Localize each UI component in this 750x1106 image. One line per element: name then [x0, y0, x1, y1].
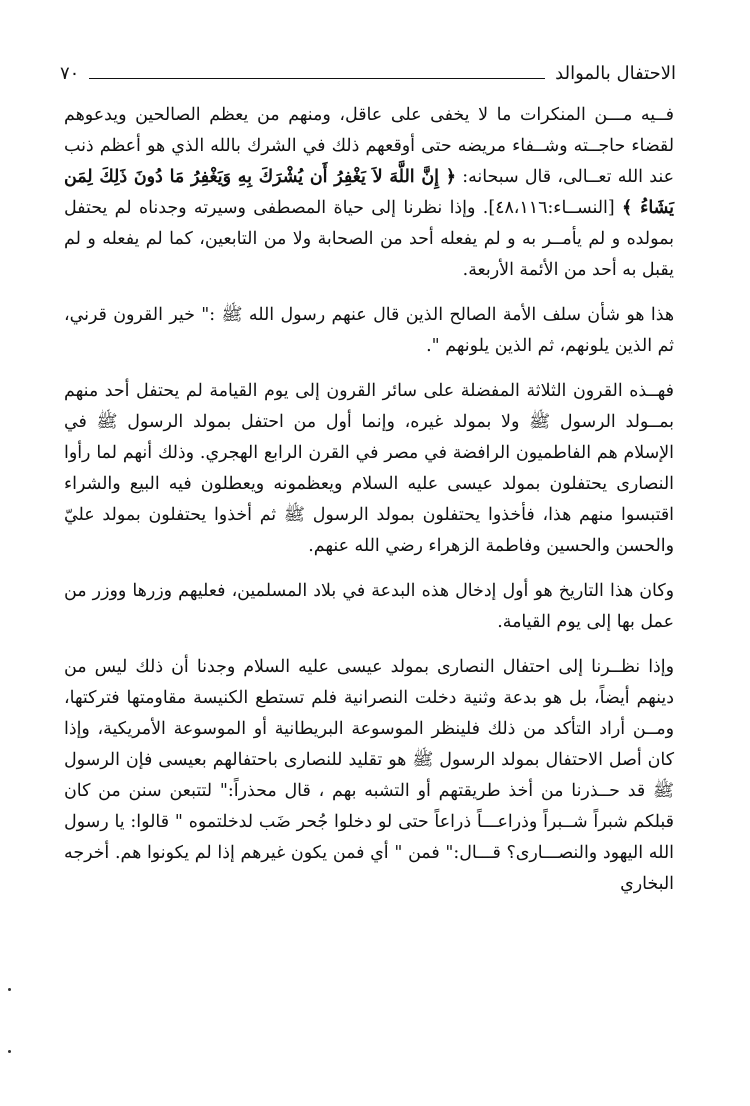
paragraph-2: هذا هو شأن سلف الأمة الصالح الذين قال عنهم رسول الله ﷺ :" خير القرون قرني، ثم الذين يلونهم، ثم الذين يلونهم ".: [64, 305, 674, 356]
chapter-title: الاحتفال بالموالد: [555, 63, 676, 84]
paragraph-1-text-b: [النســاء:٤٨،١١٦]. وإذا نظرنا إلى حياة المصطفى وسيرته وجدناه لم يحتفل بمولده و لم يأمــر به و لم يفعله أحد من الصحابة ولا من التابعين، كما لم يفعله و لم يقبل به أحد من الأئمة الأربعة.: [64, 198, 674, 280]
page-body: [64, 100, 674, 900]
paragraph-gap: [64, 638, 674, 652]
paragraph-gap: [64, 362, 674, 376]
paragraph-gap: [64, 286, 674, 300]
page-number: ٧٠: [60, 63, 80, 84]
paragraph-1: [64, 100, 674, 286]
running-header: [60, 58, 676, 86]
header-rule: [89, 78, 545, 79]
paragraph-1-text-a: فــيه مـــن المنكرات ما لا يخفى على عاقل، ومنهم من يعظم الصالحين ويدعوهم لقضاء حاجــته وشــفاء مريضه حتى أوقعهم ذلك في الشرك بالله الذي هو أعظم ذنب عند الله تعــالى، قال سبحانه:: [64, 105, 675, 187]
paragraph-3: فهــذه القرون الثلاثة المفضلة على سائر القرون إلى يوم القيامة لم يحتفل أحد منهم بمــولد الرسول ﷺ ولا بمولد غيره، وإنما أول من احتفل بمولد الرسول ﷺ في الإسلام هم الفاطميون الرافضة في مصر في القرن الرابع الهجري. وذلك أنهم لما رأوا النصارى يحتفلون بمولد عيسى عليه السلام ويعظمونه ويعطلون فيه البيع والشراء اقتبسوا منهم هذا، فأخذوا يحتفلون بمولد الرسول ﷺ ثم أخذوا يحتفلون بمولد عليّ والحسن والحسين وفاطمة الزهراء رضي الله عنهم.: [64, 381, 674, 556]
paragraph-gap: [64, 562, 674, 576]
paragraph-5: وإذا نظــرنا إلى احتفال النصارى بمولد عيسى عليه السلام وجدنا أن ذلك ليس من دينهم أيضاً، بل هو بدعة وثنية دخلت النصرانية فلم تستطع الكنيسة مقاومتها فتركتها، ومــن أراد التأكد من ذلك فلينظر الموسوعة البريطانية أو الموسوعة الأمريكية، وإذا كان أصل الاحتفال بمولد الرسول ﷺ هو تقليد للنصارى باحتفالهم بعيسى فإن الرسول ﷺ قد حــذرنا من أخذ طريقتهم أو التشبه بهم ، قال محذراً:" لتتبعن سنن من كان قبلكم شبراً شــبراً وذراعـــاً ذراعاً حتى لو دخلوا جُحر ضَب لدخلتموه " قالوا: يا رسول الله اليهود والنصـــارى؟ قـــال:" فمن " أي فمن يكون غيرهم إذا لم يكونوا هم. أخرجه البخاري: [64, 657, 674, 894]
scan-speck: [8, 1050, 11, 1053]
quran-verse: ﴿ إِنَّ اللَّهَ لاَ يَغْفِرُ أَن يُشْرَكَ بِهِ وَيَغْفِرُ مَا دُونَ ذَلِكَ لِمَن يَشَاءُ ﴾: [64, 167, 674, 218]
paragraph-4: وكان هذا التاريخ هو أول إدخال هذه البدعة في بلاد المسلمين، فعليهم وزرها ووزر من عمل بها إلى يوم القيامة.: [64, 581, 674, 632]
scan-speck: [8, 988, 11, 991]
